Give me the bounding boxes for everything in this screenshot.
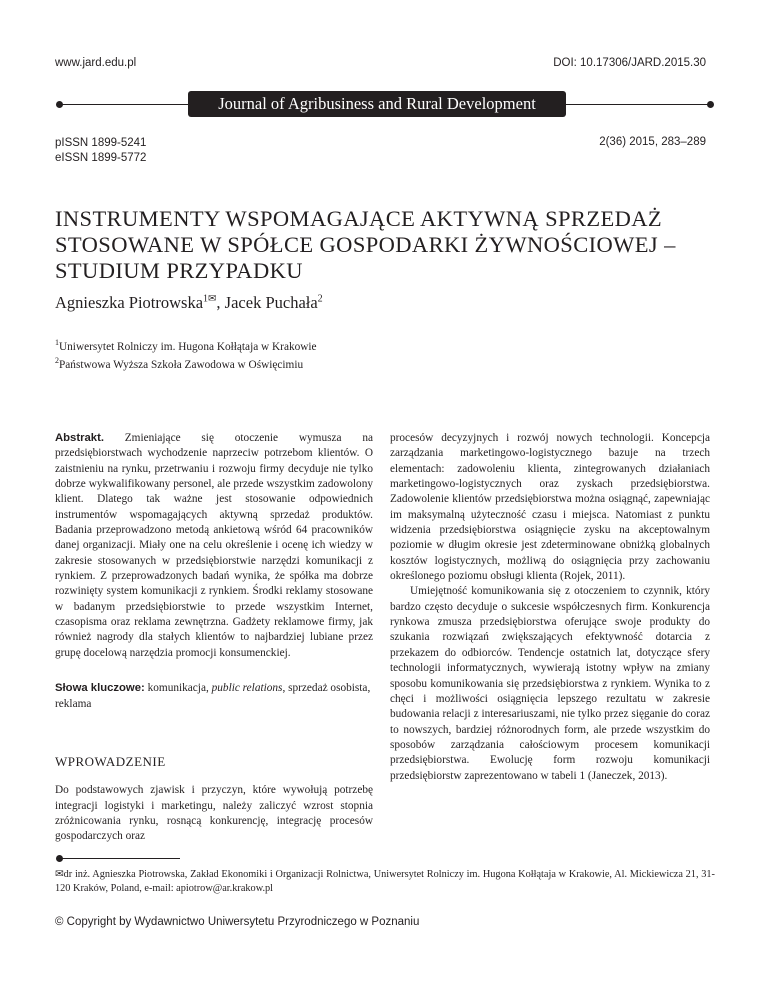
keyword: , sprzedaż osobista, reklama: [55, 682, 371, 710]
footnote: [55, 868, 715, 896]
title-line: STUDIUM PRZYPADKU: [55, 258, 303, 283]
footnote-text: dr inż. Agnieszka Piotrowska, Zakład Ekonomiki i Organizacji Rolnictwa, Uniwersytet Rolniczy im. Hugona Kołłątaja w Krakowie, Al. Mickiewicza 21, 31-120 Kraków, Poland, e-mail: apiotrow@ar.krakow.pl: [55, 869, 715, 894]
affiliation: [55, 354, 317, 372]
abstract: [55, 431, 373, 661]
affiliation-text: Państwowa Wyższa Szkoła Zawodowa w Oświęcimiu: [59, 358, 304, 371]
title-line: STOSOWANE W SPÓŁCE GOSPODARKI ŻYWNOŚCIOWEJ –: [55, 232, 676, 257]
author-name: Jacek Puchała: [224, 293, 318, 312]
doi: DOI: 10.17306/JARD.2015.30: [553, 57, 706, 69]
body-paragraph: procesów decyzyjnych i rozwój nowych technologii. Koncepcja zarządzania marketingowo-logistycznego bazuje na trzech elementach: zadowoleniu klienta, zintegrowanych działaniach marketingowo-logistycznych oraz zyskach przedsiębiorstwa. Zadowolenie klientów przedsiębiorstwa można osiągnąć, zapewniając im maksymalną użyteczność czasu i miejsca. Natomiast z punktu widzenia przedsiębiorstwa osiągnięcie zysku na akceptowalnym poziomie w długim okresie jest zdeterminowane obniżką globalnych kosztów logistycznych, możliwą do osiągnięcia przy zachowaniu określonego poziomu obsługi klienta (Rojek, 2011).: [390, 432, 710, 583]
affiliation-number: 1: [55, 338, 59, 347]
keyword: komunikacja,: [147, 682, 209, 695]
envelope-icon: ✉: [55, 869, 64, 880]
journal-banner: Journal of Agribusiness and Rural Development: [188, 91, 566, 117]
pissn: pISSN 1899-5241: [55, 137, 147, 149]
authors: [55, 293, 323, 313]
title-line: INSTRUMENTY WSPOMAGAJĄCE AKTYWNĄ SPRZEDAŻ: [55, 206, 663, 231]
rule-dot-right: [707, 101, 714, 108]
author-name: Agnieszka Piotrowska: [55, 293, 204, 312]
section-heading: WPROWADZENIE: [55, 753, 166, 769]
issue-pages: 2(36) 2015, 283–289: [599, 136, 706, 148]
left-column: [55, 431, 373, 845]
affiliations: [55, 336, 317, 372]
author-separator: ,: [216, 293, 225, 312]
keywords: [55, 681, 373, 712]
abstract-label: Abstrakt.: [55, 432, 104, 444]
intro-paragraph: Do podstawowych zjawisk i przyczyn, które wywołują potrzebę integracji logistyki i marketingu, należy zaliczyć wzrost stopnia zróżnicowania rynku, rosnącą konkurencję, integrację procesów gospodarczych oraz: [55, 784, 373, 843]
abstract-text: Zmieniające się otoczenie wymusza na przedsiębiorstwach wychodzenie naprzeciw potrzebom klientów. O zaistnieniu na rynku, przetrwaniu i rozwoju firmy decyduje nie tylko dobrze wykwalifikowany personel, ale przede wszystkim zadowolony klient. Dlatego tak ważne jest stosowanie odpowiednich instrumentów wspomagających aktywną sprzedaż produktów. Badania przeprowadzono metodą ankietową wśród 64 pracowników danej organizacji. Miały one na celu określenie i ocenę ich wiedzy w zakresie stosowanych w przedsiębiorstwie narzędzi komunikacji z rynkiem. Z przeprowadzonych badań wynika, że spółka ma dobrze rozwinięty system komunikacji z rynkiem. Środki reklamy stosowane w badanym przedsiębiorstwie to przede wszystkim Internet, czasopisma oraz reklama zewnętrzna. Gadżety reklamowe firmy, jak również nagrody dla stałych klientów to najbardziej lubiane przez grupę docelową narzędzia promocji konsumenckiej.: [55, 432, 373, 659]
affiliation-text: Uniwersytet Rolniczy im. Hugona Kołłątaja w Krakowie: [59, 340, 317, 353]
journal-website: www.jard.edu.pl: [55, 57, 137, 69]
eissn: eISSN 1899-5772: [55, 152, 147, 164]
right-column: [390, 431, 710, 784]
affiliation: [55, 336, 317, 354]
copyright: © Copyright by Wydawnictwo Uniwersytetu Przyrodniczego w Poznaniu: [55, 916, 420, 928]
keyword-italic: public relations: [211, 682, 283, 695]
author-affil-mark: 2: [317, 293, 323, 305]
affiliation-number: 2: [55, 355, 59, 365]
footnote-rule: [60, 858, 180, 859]
body-paragraph: Umiejętność komunikowania się z otoczeniem to czynnik, który bardzo często decyduje o sukcesie współczesnych firm. Konkurencja rynkowa zmusza przedsiębiorstwa oferujące swoje produkty do szukania rozwiązań zwiększających efektywność dotarcia z przekazem do odbiorców. Tendencje ostatnich lat, dotyczące sfery technologii informatycznych, wywierają istotny wpływ na zmiany sposobu komunikowania się przedsiębiorstwa z rynkiem. Wynika to z chęci i możliwości osiągnięcia lepszego rezultatu w zakresie budowania relacji z interesariuszami, nie tylko przez sięganie do coraz to nowszych, bardziej różnorodnych form, ale przede wszystkim do sposobów zarządzania całościowym procesem komunikacji przedsiębiorstwa. Ewolucję form rozwoju komunikacji przedsiębiorstw zaprezentowano w tabeli 1 (Janeczek, 2013).: [390, 585, 710, 782]
article-title: [55, 206, 715, 284]
author-affil-mark: 1✉: [203, 293, 217, 305]
issn-block: [55, 136, 146, 166]
keywords-label: Słowa kluczowe:: [55, 682, 145, 695]
